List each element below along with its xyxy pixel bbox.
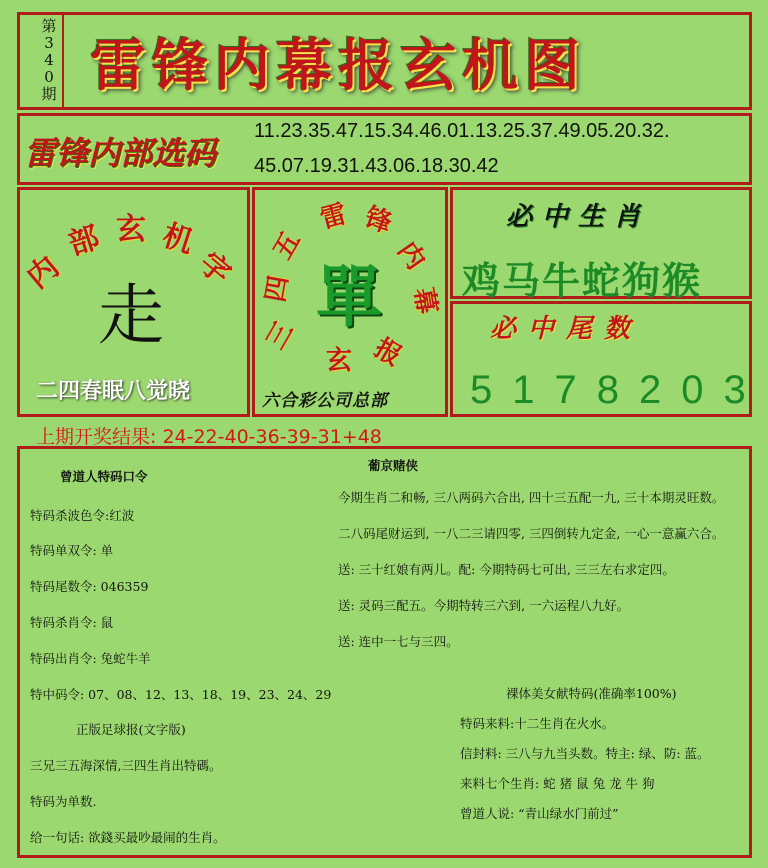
beauty-line: 来料七个生肖: 蛇 猪 鼠 兔 龙 牛 狗 bbox=[460, 776, 655, 791]
left-line: 特码尾数令: 046359 bbox=[30, 579, 149, 594]
last-result: 上期开奖结果: 24-22-40-36-39-31+48 bbox=[36, 426, 382, 448]
issue-char: 4 bbox=[44, 51, 54, 69]
ring-char: 锋 bbox=[360, 202, 396, 240]
right-line: 二八码尾财运到, 一八二三请四零, 三四倒转九定金, 一心一意赢六合。 bbox=[338, 526, 725, 541]
arc-char: 玄 bbox=[116, 212, 146, 247]
issue-label bbox=[38, 18, 60, 103]
issue-char: 3 bbox=[44, 34, 54, 52]
left-line: 特中码令: 07、08、12、13、18、19、23、24、29 bbox=[30, 687, 332, 702]
right-heading: 葡京赌侠 bbox=[368, 458, 419, 473]
football-line: 三兄三五海深情,三四生肖出特碼。 bbox=[30, 758, 222, 773]
arc-char: 部 bbox=[64, 220, 104, 263]
issue-char: 第 bbox=[41, 17, 57, 35]
football-line: 特码为单数. bbox=[30, 794, 97, 809]
ring-char: 雷 bbox=[317, 199, 351, 235]
ring-char: 玄 bbox=[326, 346, 353, 376]
tail-title: 必中尾数 bbox=[490, 314, 643, 344]
issue-divider bbox=[62, 14, 64, 108]
left-line: 特码单双令: 单 bbox=[30, 543, 114, 558]
page-title: 雷锋内幕报玄机图 bbox=[90, 34, 586, 99]
ring-char: 报 bbox=[368, 333, 407, 373]
beauty-line: 信封料: 三八与九当头数。特主: 绿、防: 蓝。 bbox=[460, 746, 710, 761]
selection-line-2: 45.07.19.31.43.06.18.30.42 bbox=[254, 155, 499, 177]
right-line: 今期生肖二和畅, 三八两码六合出, 四十三五配一九, 三十本期灵旺数。 bbox=[338, 490, 725, 505]
right-line: 送: 三十红娘有两儿。配: 今期特码七可出, 三三左右求定四。 bbox=[338, 562, 675, 577]
left-line: 特码杀波色令:红波 bbox=[30, 508, 135, 523]
left-line: 特码杀肖令: 鼠 bbox=[30, 615, 114, 630]
ring-char: 幕 bbox=[407, 285, 442, 317]
single-char: 單 bbox=[316, 258, 382, 336]
selection-line-1: 11.23.35.47.15.34.46.01.13.25.37.49.05.20.32. bbox=[254, 120, 670, 142]
internal-word: 走 bbox=[98, 277, 164, 354]
left-line: 特码出肖令: 兔蛇牛羊 bbox=[30, 651, 151, 666]
ring-char: 四 bbox=[260, 273, 295, 305]
football-line: 给一句话: 欲錢买最吵最闹的生肖。 bbox=[30, 830, 226, 845]
right-line: 送: 连中一七与三四。 bbox=[338, 634, 459, 649]
zodiac-animals: 鸡马牛蛇狗猴 bbox=[462, 258, 703, 303]
football-heading: 正版足球报(文字版) bbox=[76, 722, 186, 737]
selection-title: 雷锋内部选码 bbox=[24, 134, 217, 172]
left-heading: 曾道人特码口令 bbox=[60, 469, 148, 484]
arc-char: 内 bbox=[20, 249, 66, 296]
beauty-heading: 裸体美女献特码(准确率100%) bbox=[506, 686, 677, 701]
tail-digits: 5178203 bbox=[470, 368, 766, 412]
arc-char: 字 bbox=[192, 245, 238, 292]
beauty-line: 特码来料:十二生肖在火水。 bbox=[460, 716, 615, 731]
internal-poem: 二四春眠八觉晓 bbox=[36, 379, 191, 404]
center-footer: 六合彩公司总部 bbox=[262, 391, 388, 411]
ring-char: 内 bbox=[391, 236, 431, 276]
issue-char: 期 bbox=[41, 85, 57, 103]
zodiac-title: 必中生肖 bbox=[506, 202, 651, 232]
beauty-line: 曾道人说: “青山绿水门前过” bbox=[460, 806, 619, 821]
ring-char: 三 bbox=[260, 316, 300, 355]
issue-char: 0 bbox=[44, 68, 54, 86]
ring-char: 五 bbox=[267, 226, 307, 265]
arc-char: 机 bbox=[158, 218, 198, 261]
right-line: 送: 灵码三配五。今期特转三六到, 一六运程八九好。 bbox=[338, 598, 630, 613]
